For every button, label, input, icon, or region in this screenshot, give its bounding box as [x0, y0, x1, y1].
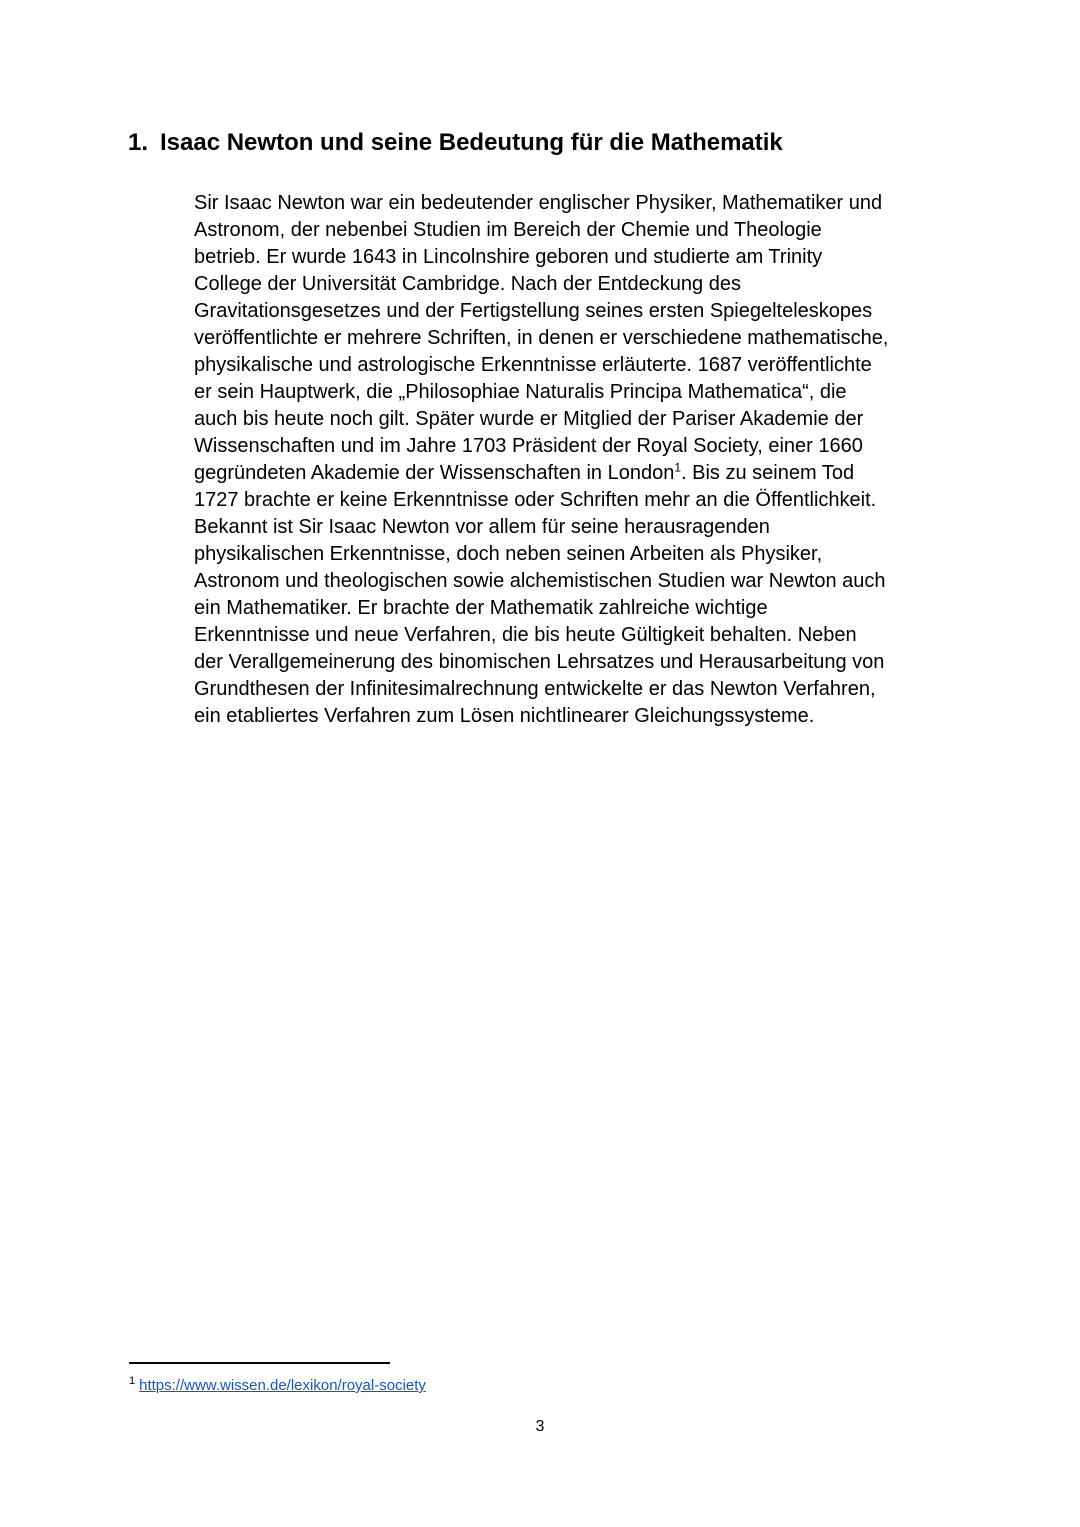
body-line: Bekannt ist Sir Isaac Newton vor allem für seine herausragenden: [194, 516, 770, 538]
body-line-text: gegründeten Akademie der Wissenschaften in London: [194, 462, 675, 484]
body-line: College der Universität Cambridge. Nach der Entdeckung des: [194, 273, 741, 295]
section-heading: [128, 126, 783, 160]
body-paragraph: [194, 190, 984, 730]
body-line: Astronom, der nebenbei Studien im Bereich der Chemie und Theologie: [194, 219, 822, 241]
body-line: Astronom und theologischen sowie alchemistischen Studien war Newton auch: [194, 570, 886, 592]
body-line: Grundthesen der Infinitesimalrechnung entwickelte er das Newton Verfahren,: [194, 678, 876, 700]
body-line: der Verallgemeinerung des binomischen Lehrsatzes und Herausarbeitung von: [194, 651, 885, 673]
body-line: 1727 brachte er keine Erkenntnisse oder Schriften mehr an die Öffentlichkeit.: [194, 489, 877, 511]
footnote-reference[interactable]: 1: [674, 460, 682, 475]
footnote-separator: [129, 1362, 390, 1364]
section-number: 1.: [128, 129, 149, 156]
footnote-link[interactable]: https://www.wissen.de/lexikon/royal-society: [139, 1377, 426, 1394]
body-line: veröffentlichte er mehrere Schriften, in denen er verschiedene mathematische,: [194, 327, 889, 349]
body-line: betrieb. Er wurde 1643 in Lincolnshire geboren und studierte am Trinity: [194, 246, 823, 268]
body-line: [194, 460, 984, 487]
footnote-mark: 1: [129, 1375, 136, 1387]
page-number: 3: [535, 1418, 545, 1435]
body-line: ein Mathematiker. Er brachte der Mathematik zahlreiche wichtige: [194, 597, 768, 619]
body-line: auch bis heute noch gilt. Später wurde er Mitglied der Pariser Akademie der: [194, 408, 864, 430]
body-line: ein etabliertes Verfahren zum Lösen nichtlinearer Gleichungssysteme.: [194, 705, 815, 727]
section-title: Isaac Newton und seine Bedeutung für die Mathematik: [160, 129, 783, 156]
body-line: Wissenschaften und im Jahre 1703 Präsident der Royal Society, einer 1660: [194, 435, 863, 457]
body-line: Gravitationsgesetzes und der Fertigstellung seines ersten Spiegelteleskopes: [194, 300, 873, 322]
body-line: Sir Isaac Newton war ein bedeutender englischer Physiker, Mathematiker und: [194, 192, 883, 214]
body-line: Erkenntnisse und neue Verfahren, die bis heute Gültigkeit behalten. Neben: [194, 624, 857, 646]
footnote: [129, 1376, 426, 1396]
body-line: physikalische und astrologische Erkenntnisse erläuterte. 1687 veröffentlichte: [194, 354, 872, 376]
body-line: er sein Hauptwerk, die „Philosophiae Naturalis Principa Mathematica“, die: [194, 381, 847, 403]
body-line-text: . Bis zu seinem Tod: [681, 462, 855, 484]
body-line: physikalischen Erkenntnisse, doch neben seinen Arbeiten als Physiker,: [194, 543, 823, 565]
